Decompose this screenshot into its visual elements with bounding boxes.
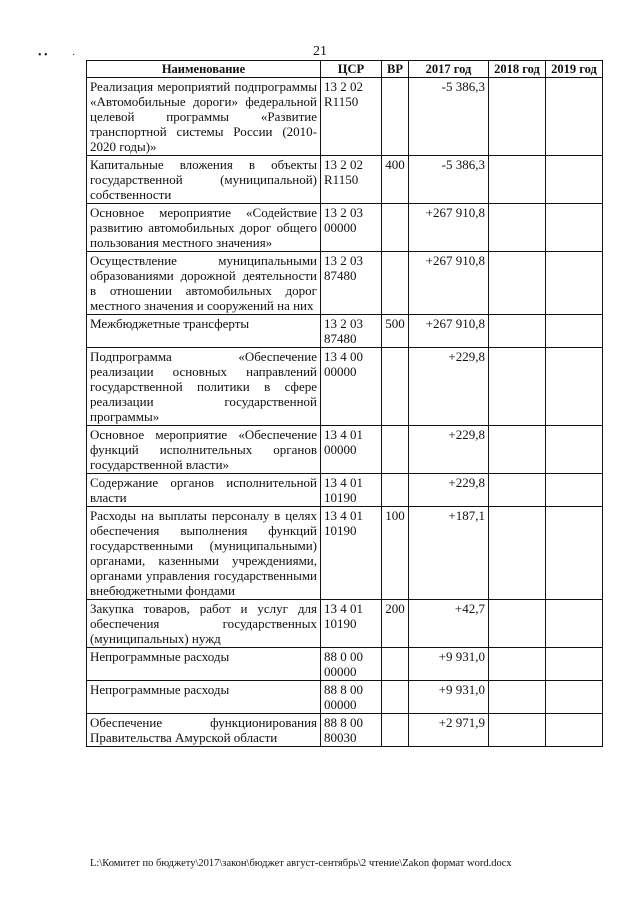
- cell-name: Обеспечение функционирования Правительства Амурской области: [87, 714, 321, 747]
- scan-speck: • •: [38, 50, 48, 61]
- table-row: [87, 681, 603, 714]
- cell-name: Расходы на выплаты персоналу в целях обеспечения выполнения функций государственными (муниципальными) органами, казенными учреждениями, органами управления государственными внебюджетными фондами: [87, 507, 321, 600]
- cell-csr: 88 8 00 00000: [321, 681, 382, 714]
- cell-name: Непрограммные расходы: [87, 648, 321, 681]
- cell-vr: 200: [382, 600, 409, 648]
- cell-csr: 13 2 02 R1150: [321, 78, 382, 156]
- header-csr: ЦСР: [321, 61, 382, 78]
- table-row: [87, 474, 603, 507]
- cell-y2017: +42,7: [409, 600, 489, 648]
- cell-y2017: +9 931,0: [409, 681, 489, 714]
- cell-csr: 13 2 02 R1150: [321, 156, 382, 204]
- table-header-row: [87, 61, 603, 78]
- cell-y2017: -5 386,3: [409, 78, 489, 156]
- cell-vr: 100: [382, 507, 409, 600]
- cell-y2018: [489, 348, 546, 426]
- table-row: [87, 204, 603, 252]
- cell-vr: [382, 204, 409, 252]
- cell-csr: 13 2 03 87480: [321, 252, 382, 315]
- cell-name: Содержание органов исполнительной власти: [87, 474, 321, 507]
- cell-name: Закупка товаров, работ и услуг для обеспечения государственных (муниципальных) нужд: [87, 600, 321, 648]
- cell-y2019: [546, 156, 603, 204]
- cell-vr: [382, 78, 409, 156]
- header-vr: ВР: [382, 61, 409, 78]
- cell-y2017: +229,8: [409, 474, 489, 507]
- budget-table: [86, 60, 603, 747]
- cell-y2019: [546, 204, 603, 252]
- cell-y2018: [489, 507, 546, 600]
- cell-csr: 13 4 01 10190: [321, 507, 382, 600]
- header-2017: 2017 год: [409, 61, 489, 78]
- cell-name: Реализация мероприятий подпрограммы «Автомобильные дороги» федеральной целевой программы «Развитие транспортной системы России (2010-2020 годы)»: [87, 78, 321, 156]
- scan-speck: ·: [72, 50, 76, 61]
- cell-y2017: -5 386,3: [409, 156, 489, 204]
- table-row: [87, 252, 603, 315]
- cell-csr: 13 2 03 00000: [321, 204, 382, 252]
- cell-vr: 400: [382, 156, 409, 204]
- cell-y2017: +229,8: [409, 348, 489, 426]
- cell-y2019: [546, 426, 603, 474]
- cell-vr: [382, 681, 409, 714]
- cell-y2019: [546, 507, 603, 600]
- cell-y2019: [546, 315, 603, 348]
- table-row: [87, 315, 603, 348]
- cell-y2018: [489, 252, 546, 315]
- cell-y2019: [546, 252, 603, 315]
- table-row: [87, 648, 603, 681]
- cell-name: Подпрограмма «Обеспечение реализации основных направлений государственной политики в сфере реализации государственной программы»: [87, 348, 321, 426]
- cell-name: Основное мероприятие «Обеспечение функций исполнительных органов государственной власти»: [87, 426, 321, 474]
- header-name: Наименование: [87, 61, 321, 78]
- cell-y2017: +267 910,8: [409, 315, 489, 348]
- cell-name: Непрограммные расходы: [87, 681, 321, 714]
- cell-csr: 13 2 03 87480: [321, 315, 382, 348]
- cell-y2018: [489, 648, 546, 681]
- cell-y2017: +187,1: [409, 507, 489, 600]
- table-row: [87, 426, 603, 474]
- cell-name: Межбюджетные трансферты: [87, 315, 321, 348]
- cell-y2018: [489, 681, 546, 714]
- cell-csr: 88 8 00 80030: [321, 714, 382, 747]
- cell-csr: 13 4 00 00000: [321, 348, 382, 426]
- cell-y2019: [546, 681, 603, 714]
- cell-name: Капитальные вложения в объекты государственной (муниципальной) собственности: [87, 156, 321, 204]
- cell-y2019: [546, 714, 603, 747]
- cell-y2018: [489, 204, 546, 252]
- cell-vr: [382, 648, 409, 681]
- cell-y2018: [489, 474, 546, 507]
- cell-y2018: [489, 156, 546, 204]
- cell-y2019: [546, 648, 603, 681]
- cell-y2017: +267 910,8: [409, 252, 489, 315]
- cell-vr: [382, 474, 409, 507]
- table-row: [87, 600, 603, 648]
- cell-name: Осуществление муниципальными образованиями дорожной деятельности в отношении автомобильных дорог местного значения и сооружений на них: [87, 252, 321, 315]
- cell-name: Основное мероприятие «Содействие развитию автомобильных дорог общего пользования местного значения»: [87, 204, 321, 252]
- table-row: [87, 156, 603, 204]
- cell-y2019: [546, 600, 603, 648]
- cell-y2018: [489, 714, 546, 747]
- cell-y2018: [489, 426, 546, 474]
- cell-y2017: +2 971,9: [409, 714, 489, 747]
- page-number: 21: [313, 44, 327, 59]
- cell-y2018: [489, 315, 546, 348]
- table-row: [87, 714, 603, 747]
- table-row: [87, 78, 603, 156]
- cell-csr: 13 4 01 00000: [321, 426, 382, 474]
- footer-file-path: L:\Комитет по бюджету\2017\закон\бюджет август-сентябрь\2 чтение\Zakon формат word.docx: [90, 858, 512, 869]
- cell-y2017: +229,8: [409, 426, 489, 474]
- cell-y2019: [546, 78, 603, 156]
- cell-y2019: [546, 348, 603, 426]
- cell-y2017: +9 931,0: [409, 648, 489, 681]
- cell-vr: [382, 252, 409, 315]
- header-2019: 2019 год: [546, 61, 603, 78]
- cell-y2018: [489, 600, 546, 648]
- cell-vr: 500: [382, 315, 409, 348]
- cell-y2017: +267 910,8: [409, 204, 489, 252]
- cell-y2019: [546, 474, 603, 507]
- cell-y2018: [489, 78, 546, 156]
- cell-csr: 88 0 00 00000: [321, 648, 382, 681]
- table-row: [87, 507, 603, 600]
- cell-vr: [382, 426, 409, 474]
- cell-csr: 13 4 01 10190: [321, 474, 382, 507]
- table-row: [87, 348, 603, 426]
- header-2018: 2018 год: [489, 61, 546, 78]
- cell-vr: [382, 348, 409, 426]
- cell-csr: 13 4 01 10190: [321, 600, 382, 648]
- cell-vr: [382, 714, 409, 747]
